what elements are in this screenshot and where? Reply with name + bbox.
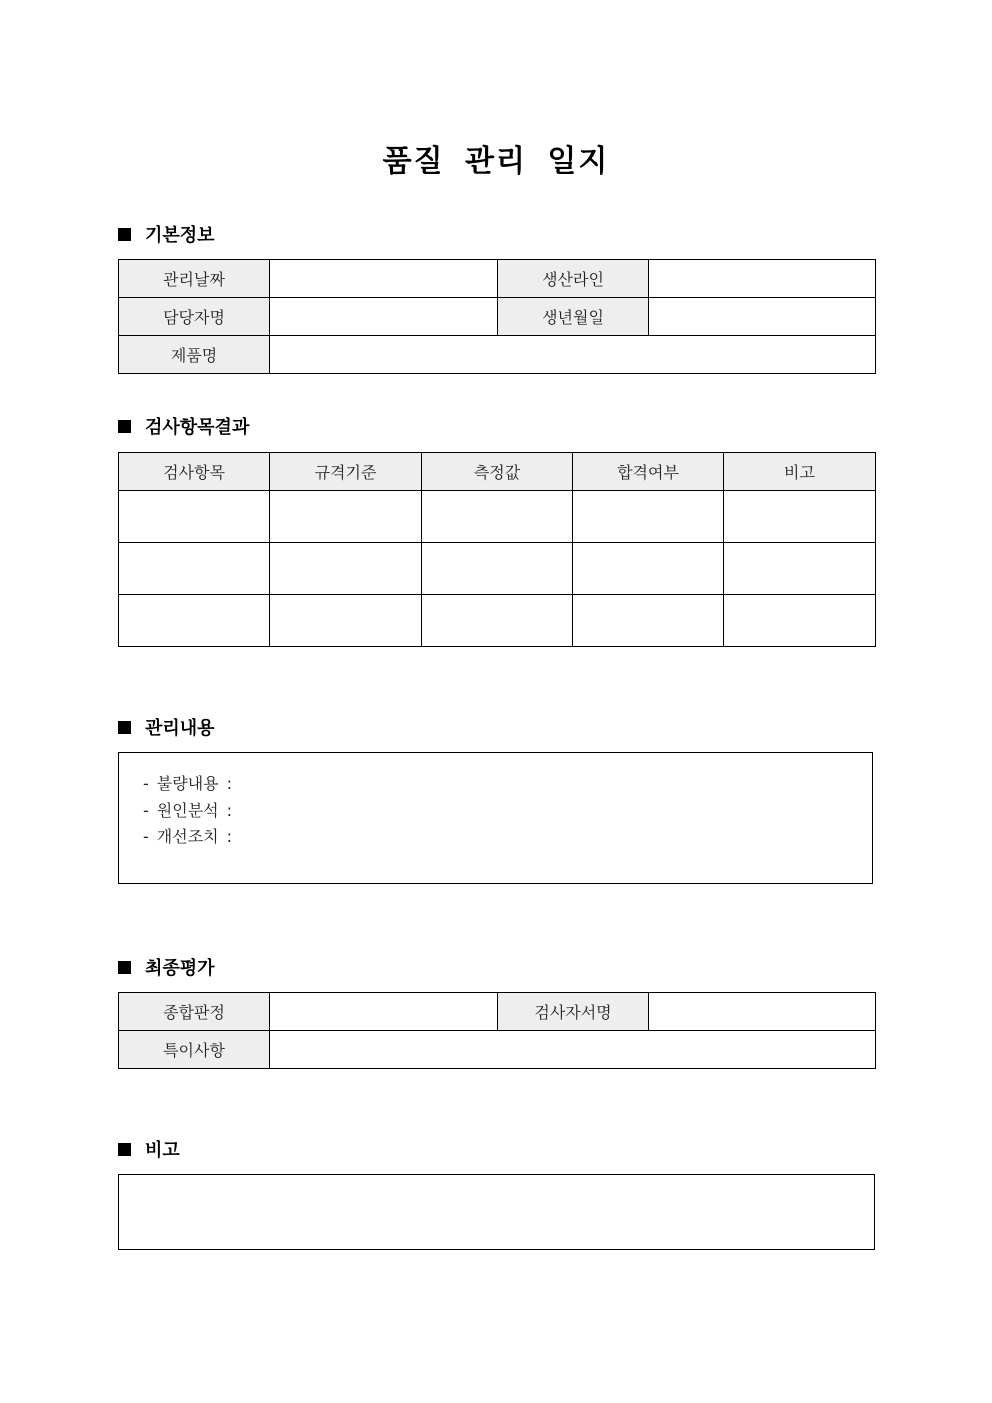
table-row — [119, 543, 876, 595]
measured-value-cell[interactable] — [422, 491, 573, 543]
section-title: 최종평가 — [145, 958, 215, 979]
column-header-remarks: 비고 — [724, 453, 876, 491]
item-label: 불량내용 — [156, 774, 219, 793]
remarks-cell[interactable] — [724, 491, 876, 543]
birth-date-field[interactable] — [649, 298, 876, 336]
inspection-item-cell[interactable] — [119, 543, 270, 595]
inspection-item-cell[interactable] — [119, 595, 270, 647]
column-header-spec-standard: 규격기준 — [270, 453, 422, 491]
inspector-signature-field[interactable] — [649, 993, 876, 1031]
square-bullet-icon — [118, 961, 131, 974]
product-name-field[interactable] — [270, 336, 876, 374]
square-bullet-icon — [118, 1143, 131, 1156]
remarks-cell[interactable] — [724, 543, 876, 595]
dash-bullet: - — [143, 827, 149, 846]
overall-judgment-field[interactable] — [270, 993, 498, 1031]
section-heading-final-evaluation — [118, 955, 215, 979]
final-evaluation-table — [118, 992, 876, 1069]
column-header-inspection-item: 검사항목 — [119, 453, 270, 491]
special-notes-field[interactable] — [270, 1031, 876, 1069]
item-label: 원인분석 — [156, 800, 219, 820]
section-title: 관리내용 — [145, 718, 215, 739]
basic-info-table — [118, 259, 876, 374]
section-title: 기본정보 — [145, 225, 215, 246]
label-inspector-signature: 검사자서명 — [498, 993, 649, 1031]
table-row — [119, 298, 876, 336]
label-product-name: 제품명 — [119, 336, 270, 374]
notes-box[interactable] — [118, 1174, 875, 1250]
label-management-date: 관리날짜 — [119, 260, 270, 298]
table-row — [119, 993, 876, 1031]
production-line-field[interactable] — [649, 260, 876, 298]
item-label: 개선조치 — [156, 827, 219, 846]
document-title: 품질 관리 일지 — [382, 144, 610, 179]
table-header-row — [119, 453, 876, 491]
spec-standard-cell[interactable] — [270, 543, 422, 595]
label-production-line: 생산라인 — [498, 260, 649, 298]
pass-fail-cell[interactable] — [573, 543, 724, 595]
item-colon: : — [226, 827, 232, 846]
table-row — [119, 1031, 876, 1069]
table-row — [119, 491, 876, 543]
table-row — [119, 260, 876, 298]
dash-bullet: - — [143, 800, 149, 820]
section-heading-inspection — [118, 414, 249, 438]
management-date-field[interactable] — [270, 260, 498, 298]
section-title: 비고 — [145, 1140, 180, 1161]
dash-bullet: - — [143, 774, 149, 793]
spec-standard-cell[interactable] — [270, 595, 422, 647]
table-row — [119, 595, 876, 647]
item-colon: : — [226, 774, 232, 793]
square-bullet-icon — [118, 228, 131, 241]
square-bullet-icon — [118, 721, 131, 734]
manager-name-field[interactable] — [270, 298, 498, 336]
pass-fail-cell[interactable] — [573, 491, 724, 543]
label-manager-name: 담당자명 — [119, 298, 270, 336]
measured-value-cell[interactable] — [422, 595, 573, 647]
table-row — [119, 336, 876, 374]
label-birth-date: 생년월일 — [498, 298, 649, 336]
pass-fail-cell[interactable] — [573, 595, 724, 647]
section-title: 검사항목결과 — [145, 417, 250, 438]
square-bullet-icon — [118, 420, 131, 433]
inspection-table — [118, 452, 876, 647]
spec-standard-cell[interactable] — [270, 491, 422, 543]
label-special-notes: 특이사항 — [119, 1031, 270, 1069]
management-item-defect — [119, 771, 872, 798]
management-item-improvement — [119, 824, 872, 851]
label-overall-judgment: 종합판정 — [119, 993, 270, 1031]
measured-value-cell[interactable] — [422, 543, 573, 595]
section-heading-basic-info — [118, 222, 215, 246]
management-content-box[interactable] — [118, 752, 873, 884]
section-heading-notes — [118, 1137, 180, 1161]
inspection-item-cell[interactable] — [119, 491, 270, 543]
management-item-cause — [119, 798, 872, 825]
item-colon: : — [226, 800, 232, 820]
section-heading-management — [118, 715, 215, 739]
column-header-measured-value: 측정값 — [422, 453, 573, 491]
column-header-pass-fail: 합격여부 — [573, 453, 724, 491]
remarks-cell[interactable] — [724, 595, 876, 647]
